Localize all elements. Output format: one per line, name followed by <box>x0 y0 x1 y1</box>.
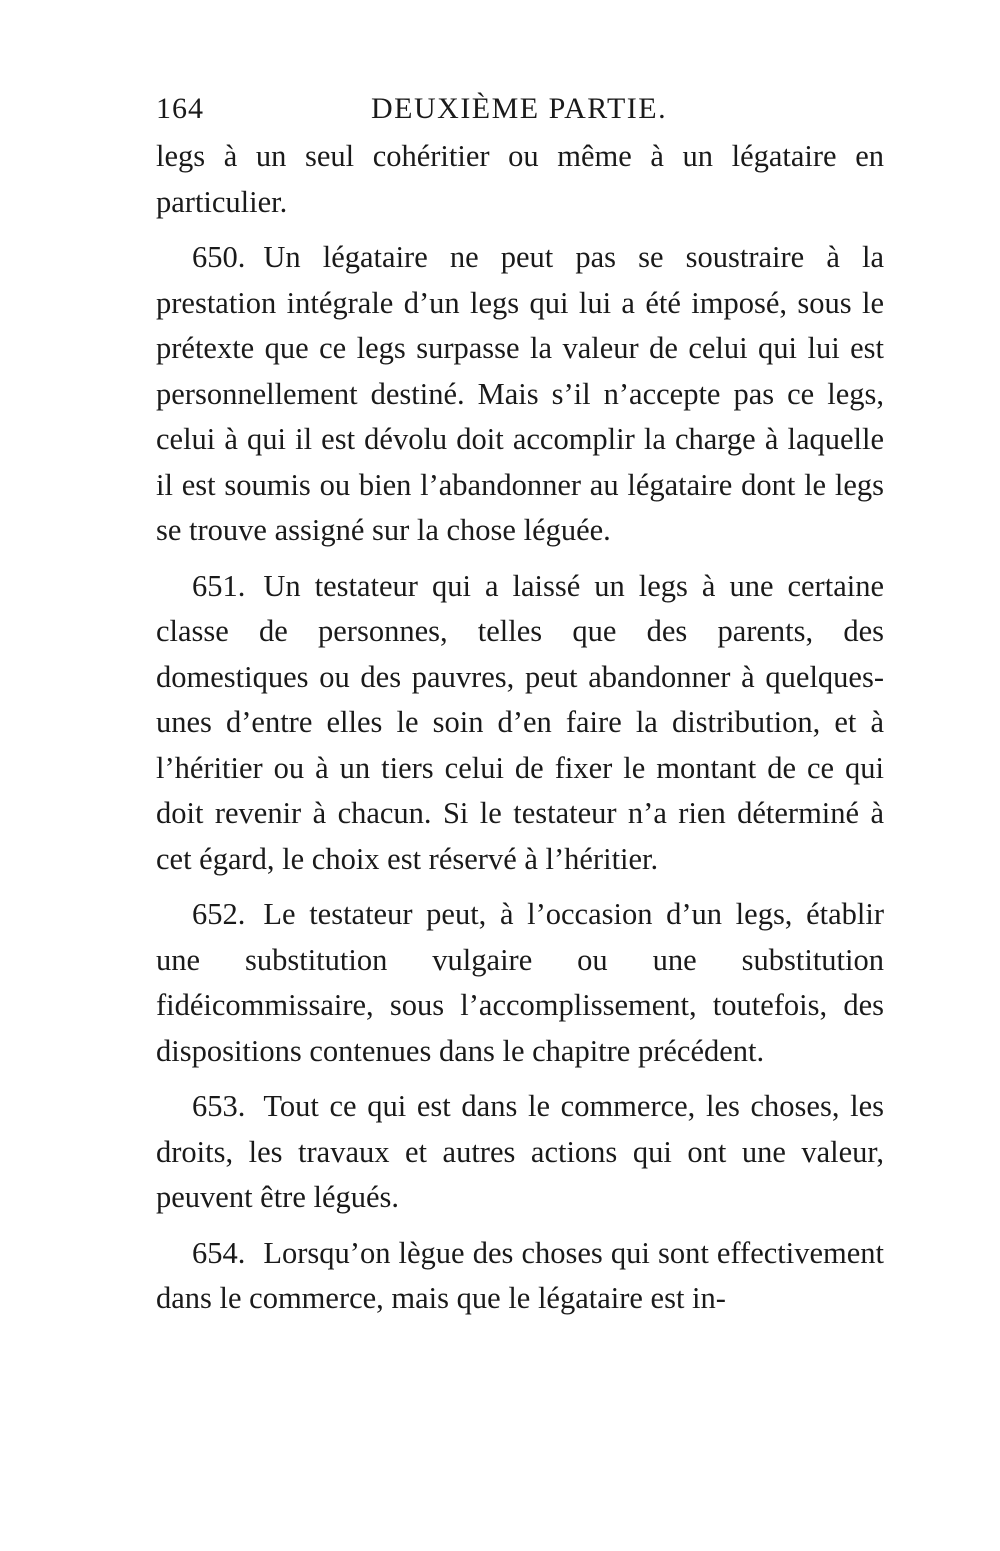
body-text <box>156 134 884 1322</box>
article-number: 653. <box>192 1089 246 1123</box>
article-number: 651. <box>192 568 246 603</box>
article-number: 650. <box>192 240 246 274</box>
article-651 <box>156 564 884 883</box>
article-text: Le testateur peut, à l’occasion d’un legs, établir une substitution vulgaire ou une substitution fidéicommissaire, sous l’accomplissement, toutefois, des dispositions contenues dans le chapitre précédent. <box>156 897 884 1068</box>
article-654 <box>156 1231 884 1322</box>
article-text: Un légataire ne peut pas se soustraire à la prestation intégrale d’un legs qui lui a été imposé, sous le prétexte que ce legs surpasse la valeur de celui qui lui est personnellement destiné. Mais s’il n’accepte pas ce legs, celui à qui il est dévolu doit accomplir la charge à laquelle il est soumis ou bien l’abandonner au légataire dont le legs se trouve assigné sur la chose léguée. <box>156 240 884 547</box>
article-text: Lorsqu’on lègue des choses qui sont effectivement dans le commerce, mais que le légataire est in- <box>156 1235 884 1315</box>
continuation-paragraph: legs à un seul cohéritier ou même à un légataire en particulier. <box>156 139 884 219</box>
book-page <box>156 88 884 1322</box>
article-number: 652. <box>192 897 246 931</box>
article-text: Un testateur qui a laissé un legs à une certaine classe de personnes, telles que des parents, des domestiques ou des pauvres, peut abandonner à quelques-unes d’entre elles le soin d’en faire la distribution, et à l’héritier ou à un tiers celui de fixer le montant de ce qui doit revenir à chacun. Si le testateur n’a rien déterminé à cet égard, le choix est réservé à l’héritier. <box>156 568 884 876</box>
running-title: DEUXIÈME PARTIE. <box>371 92 668 125</box>
article-650 <box>156 235 884 554</box>
page-number: 164 <box>156 92 204 125</box>
article-653 <box>156 1084 884 1221</box>
running-head <box>156 88 884 134</box>
article-number: 654. <box>192 1235 246 1270</box>
article-652 <box>156 892 884 1074</box>
article-text: Tout ce qui est dans le commerce, les choses, les droits, les travaux et autres actions qui ont une valeur, peuvent être légués. <box>156 1089 884 1214</box>
